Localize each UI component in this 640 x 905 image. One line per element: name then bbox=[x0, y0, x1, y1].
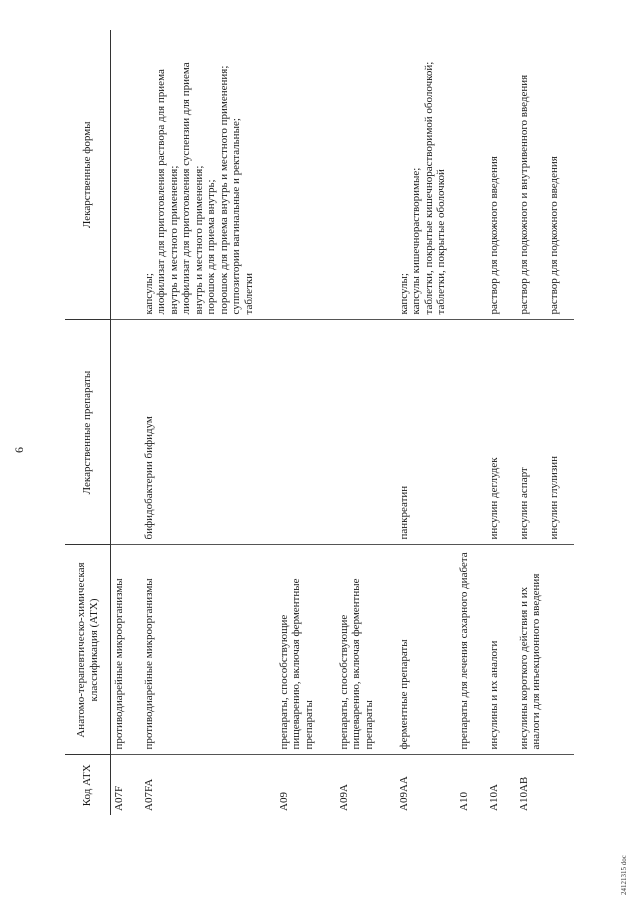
row-classification: противодиарейные микроорганизмы bbox=[111, 545, 141, 755]
row-classification: инсулины и их аналоги bbox=[486, 545, 516, 755]
form-line: раствор для подкожного и внутривенного введения bbox=[517, 74, 530, 315]
row-forms bbox=[456, 30, 486, 320]
row-code: A09 bbox=[276, 755, 336, 815]
table-header-row bbox=[65, 30, 111, 815]
row-code bbox=[546, 755, 574, 815]
form-line: лиофилизат для приготовления суспензии для приема внутрь и местного применения; bbox=[180, 62, 205, 315]
form-line: капсулы кишечнорастворимые; bbox=[410, 167, 422, 315]
row-code: A10AB bbox=[516, 755, 546, 815]
row-drug bbox=[276, 320, 336, 545]
row-classification: противодиарейные микроорганизмы bbox=[141, 545, 276, 755]
atx-table bbox=[65, 30, 574, 815]
header-drugs: Лекарственные препараты bbox=[65, 320, 111, 545]
row-drug bbox=[456, 320, 486, 545]
row-drug bbox=[111, 320, 141, 545]
form-line: капсулы; bbox=[142, 273, 155, 315]
table-row bbox=[336, 30, 396, 815]
row-code: A09A bbox=[336, 755, 396, 815]
form-line: суппозитории вагинальные и ректальные; bbox=[230, 118, 242, 315]
form-line: таблетки, покрытые оболочкой bbox=[435, 169, 447, 315]
table-row bbox=[276, 30, 336, 815]
header-code: Код АТХ bbox=[65, 755, 111, 815]
row-forms bbox=[276, 30, 336, 320]
table-row bbox=[111, 30, 141, 815]
row-classification: препараты, способствующие пищеварению, включая ферментные препараты bbox=[276, 545, 336, 755]
row-drug: инсулин аспарт bbox=[516, 320, 546, 545]
table-row bbox=[141, 30, 276, 815]
row-classification: препараты, способствующие пищеварению, включая ферментные препараты bbox=[336, 545, 396, 755]
row-forms bbox=[111, 30, 141, 320]
row-forms bbox=[141, 30, 276, 320]
row-forms bbox=[396, 30, 456, 320]
header-classification: Анатомо-терапевтическо-химическая классификация (АТХ) bbox=[65, 545, 111, 755]
form-line: раствор для подкожного введения bbox=[487, 156, 500, 315]
row-forms bbox=[516, 30, 546, 320]
table-row bbox=[456, 30, 486, 815]
row-code: A07F bbox=[111, 755, 141, 815]
row-classification: инсулины короткого действия и их аналоги для инъекционного введения bbox=[516, 545, 546, 755]
page-number: 6 bbox=[12, 447, 26, 453]
form-line: порошок для приема внутрь и местного применения; bbox=[217, 65, 230, 315]
form-line: капсулы; bbox=[397, 273, 410, 315]
row-code: A10A bbox=[486, 755, 516, 815]
document-footer-id: 24121315 doc bbox=[620, 855, 628, 895]
row-drug: инсулин деглудек bbox=[486, 320, 516, 545]
form-line: раствор для подкожного введения bbox=[547, 156, 560, 315]
form-line: таблетки, покрытые кишечнорастворимой оболочкой; bbox=[422, 61, 435, 315]
table-row bbox=[396, 30, 456, 815]
row-classification bbox=[546, 545, 574, 755]
table-row bbox=[546, 30, 574, 815]
row-code: A10 bbox=[456, 755, 486, 815]
row-forms bbox=[486, 30, 516, 320]
header-forms: Лекарственные формы bbox=[65, 30, 111, 320]
form-line: порошок для приема внутрь; bbox=[205, 179, 217, 315]
row-drug bbox=[336, 320, 396, 545]
form-line: лиофилизат для приготовления раствора для приема внутрь и местного применения; bbox=[155, 69, 180, 315]
row-classification: препараты для лечения сахарного диабета bbox=[456, 545, 486, 755]
row-classification: ферментные препараты bbox=[396, 545, 456, 755]
row-forms bbox=[336, 30, 396, 320]
row-code: A09AA bbox=[396, 755, 456, 815]
row-drug: бифидобактерии бифидум bbox=[141, 320, 276, 545]
table-row bbox=[516, 30, 546, 815]
row-drug: панкреатин bbox=[396, 320, 456, 545]
row-forms bbox=[546, 30, 574, 320]
row-code: A07FA bbox=[141, 755, 276, 815]
form-line: таблетки bbox=[242, 272, 255, 315]
row-drug: инсулин глулизин bbox=[546, 320, 574, 545]
table-row bbox=[486, 30, 516, 815]
